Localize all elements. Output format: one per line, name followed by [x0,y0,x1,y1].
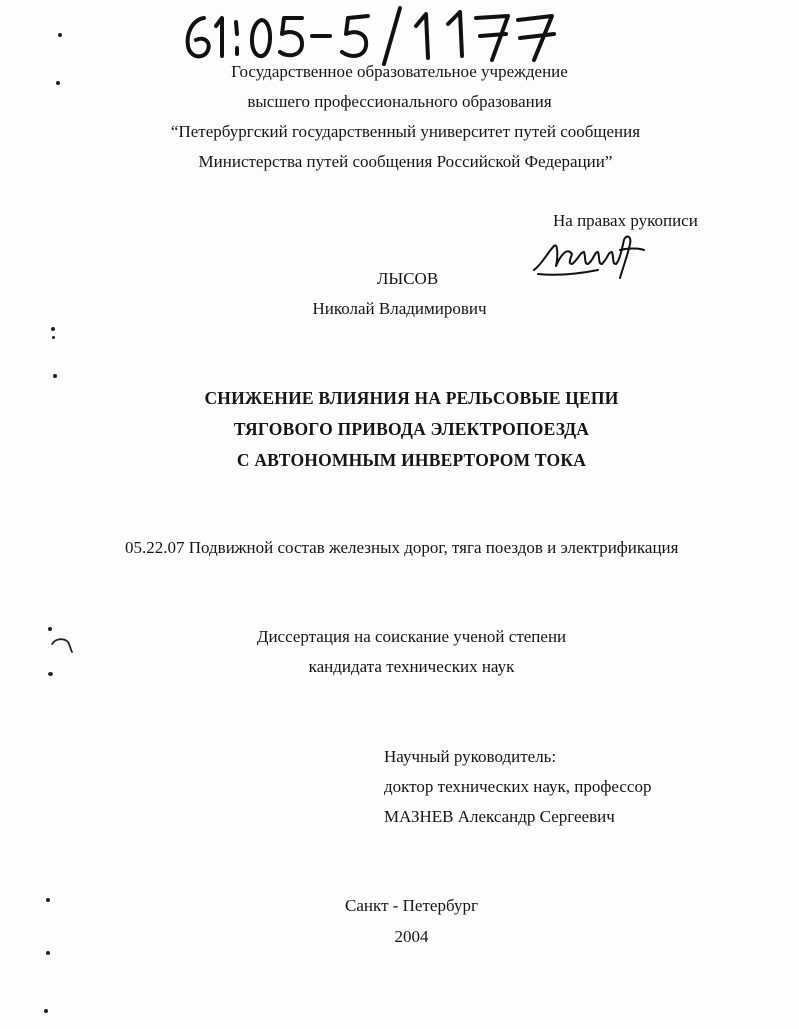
scan-speck [56,81,60,85]
specialty-code: 05.22.07 Подвижной состав железных дорог, тяга поездов и электрификация [125,538,679,557]
degree-line-1: Диссертация на соискание ученой степени [256,627,567,646]
manuscript-rights-note: На правах рукописи [553,211,698,230]
author-name: Николай Владимирович [312,299,487,318]
supervisor-label: Научный руководитель: [384,747,557,766]
institution-line-3: “Петербургский государственный университет путей сообщения [170,122,641,141]
scan-speck [48,672,53,676]
institution-line-1: Государственное образовательное учреждение [231,62,568,81]
footer-city: Санкт - Петербург [345,896,478,915]
scan-mark [50,636,76,656]
scan-speck [46,951,50,955]
author-surname: ЛЫСОВ [376,269,439,288]
title-line-3: С АВТОНОМНЫМ ИНВЕРТОРОМ ТОКА [236,450,587,470]
supervisor-title: доктор технических наук, профессор [384,777,652,796]
supervisor-name: МАЗНЕВ Александр Сергеевич [384,807,615,826]
scan-speck [51,327,55,331]
handwritten-archive-code [178,4,568,66]
footer-year: 2004 [394,927,429,946]
scan-speck [48,627,52,631]
institution-line-4: Министерства путей сообщения Российской Федерации” [198,152,613,171]
scan-speck [53,374,57,378]
title-line-1: СНИЖЕНИЕ ВЛИЯНИЯ НА РЕЛЬСОВЫЕ ЦЕПИ [204,388,619,408]
scan-speck [52,336,55,339]
scan-speck [58,33,62,37]
degree-line-2: кандидата технических наук [308,657,515,676]
title-line-2: ТЯГОВОГО ПРИВОДА ЭЛЕКТРОПОЕЗДА [233,419,590,439]
scan-speck [44,1009,48,1013]
institution-line-2: высшего профессионального образования [247,92,552,111]
scan-speck [46,898,50,902]
